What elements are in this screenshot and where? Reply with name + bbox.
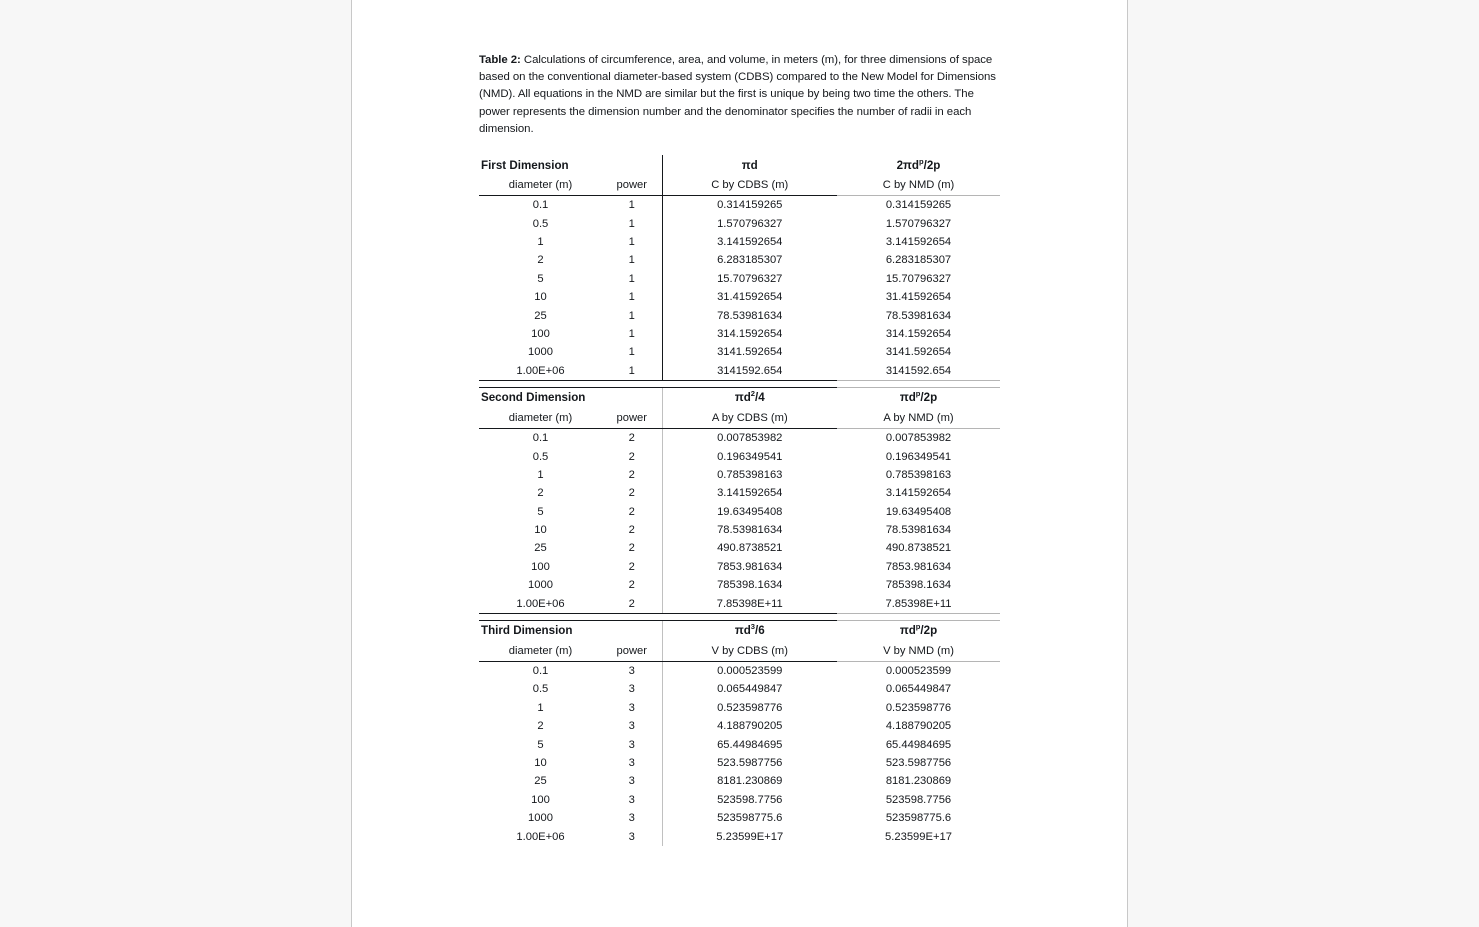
table-row	[479, 325, 1000, 343]
document-page	[351, 0, 1128, 927]
column-header-cdbs: A by CDBS (m)	[662, 408, 837, 429]
cell-nmd-value: 5.23599E+17	[885, 830, 952, 843]
nmd-formula-exponent: p	[915, 389, 921, 399]
cdbs-formula-tail: /4	[755, 391, 765, 405]
cdbs-formula-base: πd	[734, 624, 751, 638]
cell-diameter: 1.00E+06	[516, 830, 565, 843]
cell-cdbs-value: 523598.7756	[662, 791, 837, 809]
table-row	[479, 428, 1000, 447]
cell-power: 1	[602, 362, 662, 381]
table-row	[479, 214, 1000, 232]
cell-power: 2	[628, 560, 635, 573]
section-header-row	[479, 387, 1000, 408]
cell-cdbs-value: 7853.981634	[662, 558, 837, 576]
cell-power: 3	[628, 793, 635, 806]
table-row	[479, 699, 1000, 717]
cell-diameter: 2	[537, 487, 544, 500]
table-row	[479, 791, 1000, 809]
cell-nmd-value: 15.70796327	[885, 272, 952, 285]
cell-nmd-value: 7.85398E+11	[837, 594, 1000, 613]
cell-power: 1	[628, 254, 635, 267]
cell-cdbs-value: 0.196349541	[662, 447, 837, 465]
cell-diameter: 25	[534, 309, 547, 322]
cell-power: 2	[628, 468, 635, 481]
cell-power: 2	[602, 594, 662, 613]
cell-nmd-value: 78.53981634	[885, 309, 952, 322]
cell-diameter: 1000	[528, 579, 553, 592]
column-header-row	[479, 641, 1000, 662]
table-row	[479, 484, 1000, 502]
cell-nmd-value: 523598.7756	[885, 793, 952, 806]
cell-diameter: 1.00E+06	[479, 594, 602, 613]
nmd-formula-tail: /2p	[920, 391, 938, 405]
cell-cdbs-value: 4.188790205	[662, 717, 837, 735]
cell-nmd-value: 7853.981634	[885, 560, 952, 573]
cdbs-formula-tail: /6	[755, 624, 765, 638]
table-row	[479, 754, 1000, 772]
cell-cdbs-value: 0.785398163	[662, 466, 837, 484]
table-row	[479, 576, 1000, 594]
column-header-row	[479, 408, 1000, 429]
nmd-formula	[837, 387, 1000, 408]
cell-cdbs-value: 15.70796327	[662, 270, 837, 288]
cell-power: 1	[628, 327, 635, 340]
column-header-cdbs: V by CDBS (m)	[662, 641, 837, 662]
nmd-formula	[837, 620, 1000, 641]
nmd-formula-exponent: p	[919, 156, 924, 166]
cell-cdbs-value: 65.44984695	[662, 735, 837, 753]
cell-nmd-value: 314.1592654	[885, 327, 952, 340]
table-row	[479, 343, 1000, 361]
cell-power: 1	[628, 199, 635, 212]
table-row	[479, 362, 1000, 381]
cell-diameter: 10	[534, 756, 547, 769]
cdbs-formula-base: πd	[734, 391, 751, 405]
cell-nmd-value: 523598775.6	[885, 812, 952, 825]
cell-cdbs-value: 0.000523599	[662, 661, 837, 680]
cdbs-formula	[662, 620, 837, 641]
cell-nmd-value: 65.44984695	[885, 738, 952, 751]
cell-cdbs-value: 8181.230869	[662, 772, 837, 790]
cell-power: 3	[628, 756, 635, 769]
spacer-cell	[479, 380, 1000, 387]
column-header-power: power	[602, 408, 662, 429]
table-row	[479, 680, 1000, 698]
cell-power: 3	[628, 720, 635, 733]
table-row	[479, 735, 1000, 753]
cdbs-formula-exponent: 2	[750, 389, 756, 399]
nmd-formula-tail: /2p	[923, 158, 941, 172]
table-row	[479, 502, 1000, 520]
page-content	[479, 52, 1000, 846]
nmd-formula-tail: /2p	[920, 624, 938, 638]
column-header-cdbs: C by CDBS (m)	[662, 175, 837, 196]
cell-nmd-value: 1.570796327	[885, 217, 952, 230]
table-row	[479, 661, 1000, 680]
cell-diameter: 0.5	[532, 217, 549, 230]
cell-diameter: 2	[537, 720, 544, 733]
cell-nmd-value: 0.007853982	[885, 432, 952, 445]
nmd-formula	[837, 155, 1000, 175]
cell-power: 3	[628, 775, 635, 788]
table-row	[479, 827, 1000, 845]
cell-power: 1	[628, 235, 635, 248]
cell-nmd-value: 3.141592654	[885, 235, 952, 248]
cell-diameter: 1.00E+06	[479, 362, 602, 381]
cell-cdbs-value: 0.065449847	[662, 680, 837, 698]
cell-diameter: 1	[537, 468, 544, 481]
cell-nmd-value: 523.5987756	[885, 756, 952, 769]
nmd-formula-base: 2πd	[896, 158, 919, 172]
cell-nmd-value: 3141.592654	[885, 346, 952, 359]
section-title: Third Dimension	[479, 620, 662, 641]
cell-diameter: 2	[537, 254, 544, 267]
cell-power: 1	[628, 346, 635, 359]
caption-text: Calculations of circumference, area, and volume, in meters (m), for three dimensions of space based on the conventional diameter-based system (CDBS) compared to the New Model for Dimensions (NMD). All equations in the NMD are similar but the first is unique by being two time the others. The power represents the dimension number and the denominator specifies the number of radii in each dimension.	[479, 54, 996, 135]
cell-cdbs-value: 31.41592654	[662, 288, 837, 306]
cell-diameter: 1	[537, 701, 544, 714]
table-row	[479, 717, 1000, 735]
table-row	[479, 306, 1000, 324]
cell-diameter: 0.1	[532, 665, 549, 678]
column-header-power: power	[602, 175, 662, 196]
cell-power: 2	[628, 542, 635, 555]
cell-cdbs-value: 3141592.654	[662, 362, 837, 381]
cell-cdbs-value: 7.85398E+11	[662, 594, 837, 613]
table-row	[479, 251, 1000, 269]
cell-power: 2	[628, 579, 635, 592]
cell-cdbs-value: 0.007853982	[662, 428, 837, 447]
spacer-cell	[479, 613, 1000, 620]
cell-nmd-value: 31.41592654	[885, 291, 952, 304]
cell-diameter: 10	[534, 291, 547, 304]
cell-diameter: 25	[534, 775, 547, 788]
cell-cdbs-value: 785398.1634	[662, 576, 837, 594]
cell-power: 3	[628, 665, 635, 678]
cell-diameter: 100	[531, 793, 550, 806]
table-row	[479, 196, 1000, 215]
cell-nmd-value: 78.53981634	[885, 524, 952, 537]
cell-cdbs-value: 0.523598776	[662, 699, 837, 717]
cell-power: 1	[628, 217, 635, 230]
table-row	[479, 594, 1000, 613]
cdbs-formula-base: πd	[741, 158, 758, 172]
cell-power: 3	[628, 701, 635, 714]
cell-power: 3	[628, 812, 635, 825]
cell-power: 2	[628, 487, 635, 500]
cell-diameter: 25	[534, 542, 547, 555]
cell-cdbs-value: 314.1592654	[662, 325, 837, 343]
cell-diameter: 5	[537, 505, 544, 518]
cell-nmd-value: 19.63495408	[885, 505, 952, 518]
cell-power: 1	[628, 291, 635, 304]
cell-power: 2	[628, 432, 635, 445]
cell-diameter: 0.5	[532, 450, 549, 463]
cell-power: 3	[628, 683, 635, 696]
table-row	[479, 233, 1000, 251]
cell-cdbs-value: 1.570796327	[662, 214, 837, 232]
cell-diameter: 10	[534, 524, 547, 537]
caption-label: Table 2:	[479, 54, 521, 66]
table-caption	[479, 52, 998, 138]
cdbs-formula-exponent: 3	[750, 622, 756, 632]
cdbs-formula	[662, 155, 837, 175]
column-header-diameter: diameter (m)	[479, 175, 602, 196]
cell-nmd-value: 8181.230869	[885, 775, 952, 788]
cell-nmd-value: 3141592.654	[837, 362, 1000, 381]
cell-cdbs-value: 78.53981634	[662, 521, 837, 539]
cell-diameter: 0.1	[532, 432, 549, 445]
table-row	[479, 288, 1000, 306]
column-header-nmd: V by NMD (m)	[837, 641, 1000, 662]
column-header-row	[479, 175, 1000, 196]
table-row	[479, 447, 1000, 465]
cell-cdbs-value: 523.5987756	[662, 754, 837, 772]
cell-diameter: 100	[531, 560, 550, 573]
section-title: First Dimension	[481, 158, 569, 172]
table-row	[479, 466, 1000, 484]
cell-cdbs-value: 6.283185307	[662, 251, 837, 269]
table-row	[479, 539, 1000, 557]
cell-nmd-value: 0.523598776	[885, 701, 952, 714]
cell-nmd-value: 4.188790205	[885, 720, 952, 733]
section-spacer	[479, 380, 1000, 387]
cell-diameter: 1000	[528, 346, 553, 359]
cell-nmd-value: 0.196349541	[885, 450, 952, 463]
cell-nmd-value: 490.8738521	[885, 542, 952, 555]
cell-nmd-value: 0.314159265	[885, 199, 952, 212]
cell-power: 1	[628, 309, 635, 322]
cell-cdbs-value: 523598775.6	[662, 809, 837, 827]
nmd-formula-base: πd	[899, 624, 916, 638]
table-row	[479, 809, 1000, 827]
nmd-formula-exponent: p	[915, 622, 921, 632]
table-row	[479, 558, 1000, 576]
cell-diameter: 5	[537, 738, 544, 751]
cell-cdbs-value: 78.53981634	[662, 306, 837, 324]
column-header-diameter: diameter (m)	[479, 408, 602, 429]
cell-diameter: 5	[537, 272, 544, 285]
cdbs-formula	[662, 387, 837, 408]
section-spacer	[479, 613, 1000, 620]
cell-power: 1	[628, 272, 635, 285]
cell-cdbs-value: 490.8738521	[662, 539, 837, 557]
cell-diameter: 0.5	[532, 683, 549, 696]
section-header-row	[479, 155, 1000, 175]
cell-diameter: 0.1	[532, 199, 549, 212]
cell-nmd-value: 0.000523599	[885, 665, 952, 678]
cell-cdbs-value: 3141.592654	[662, 343, 837, 361]
cell-cdbs-value: 0.314159265	[662, 196, 837, 215]
cell-power: 2	[628, 505, 635, 518]
section-title: Second Dimension	[479, 387, 662, 408]
cell-diameter: 100	[531, 327, 550, 340]
column-header-diameter: diameter (m)	[479, 641, 602, 662]
cell-diameter: 1000	[528, 812, 553, 825]
cell-nmd-value: 6.283185307	[885, 254, 952, 267]
cell-cdbs-value: 3.141592654	[662, 233, 837, 251]
column-header-nmd: A by NMD (m)	[837, 408, 1000, 429]
nmd-formula-base: πd	[899, 391, 916, 405]
cell-nmd-value: 785398.1634	[885, 579, 952, 592]
cell-cdbs-value: 5.23599E+17	[662, 827, 837, 845]
table-row	[479, 772, 1000, 790]
dimensions-table	[479, 155, 1000, 846]
cell-power: 2	[628, 450, 635, 463]
table-row	[479, 270, 1000, 288]
cell-diameter: 1	[537, 235, 544, 248]
cell-nmd-value: 0.065449847	[885, 683, 952, 696]
column-header-nmd: C by NMD (m)	[837, 175, 1000, 196]
column-header-power: power	[602, 641, 662, 662]
cell-power: 3	[628, 830, 635, 843]
cell-nmd-value: 3.141592654	[885, 487, 952, 500]
cell-cdbs-value: 3.141592654	[662, 484, 837, 502]
cell-nmd-value: 0.785398163	[885, 468, 952, 481]
cell-power: 2	[628, 524, 635, 537]
cell-cdbs-value: 19.63495408	[662, 502, 837, 520]
table-row	[479, 521, 1000, 539]
section-header-row	[479, 620, 1000, 641]
cell-power: 3	[628, 738, 635, 751]
